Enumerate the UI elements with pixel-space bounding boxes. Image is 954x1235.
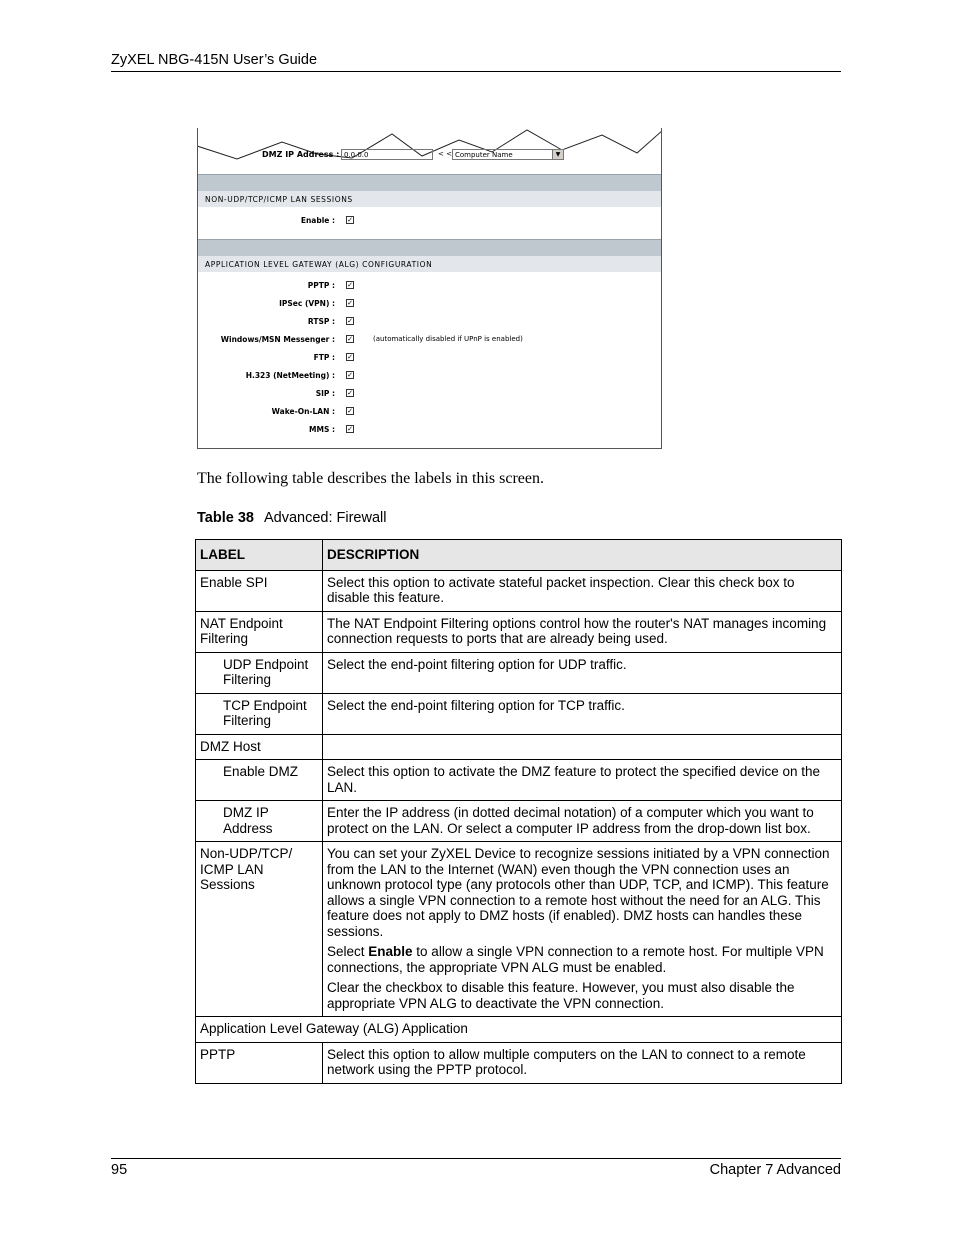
table-row [196, 693, 842, 734]
setting-label: MMS : [309, 425, 335, 434]
desc-text: Select [327, 944, 369, 959]
table-row [196, 611, 842, 652]
setting-checkbox[interactable]: ✓ [347, 317, 353, 325]
row-description: Select this option to allow multiple computers on the LAN to connect to a remote network using the PPTP protocol. [323, 1042, 842, 1083]
screenshot-figure [197, 128, 662, 449]
row-description: Select the end-point filtering option for UDP traffic. [323, 652, 842, 693]
row-label: DMZ Host [196, 734, 323, 760]
setting-checkbox[interactable]: ✓ [347, 389, 353, 397]
setting-label: Windows/MSN Messenger : [220, 335, 335, 344]
row-description [323, 842, 842, 1017]
description-paragraph: You can set your ZyXEL Device to recognize sessions initiated by a VPN connection from the LAN to the Internet (WAN) even though the VPN connection uses an unknown protocol type (any protocols other than UDP, TCP, and ICMP). This feature allows a single VPN connection to a remote host without the need for an ALG. This feature does not apply to DMZ hosts (if enabled). DMZ hosts can handles these sessions. [327, 846, 830, 939]
setting-label: H.323 (NetMeeting) : [245, 371, 335, 380]
row-label: UDP Endpoint Filtering [196, 652, 323, 693]
setting-row [198, 388, 661, 400]
section-title: NON-UDP/TCP/ICMP LAN SESSIONS [205, 195, 353, 204]
setting-row [198, 370, 661, 382]
section-title: APPLICATION LEVEL GATEWAY (ALG) CONFIGURATION [205, 260, 433, 269]
header-description: DESCRIPTION [323, 540, 842, 571]
row-label: Enable SPI [196, 570, 323, 611]
computer-name-select-value: Computer Name [455, 151, 513, 159]
row-label: PPTP [196, 1042, 323, 1083]
setting-row [198, 424, 661, 436]
table-row [196, 652, 842, 693]
table-caption [197, 510, 386, 526]
row-label: DMZ IP Address [196, 801, 323, 842]
setting-label: PPTP : [307, 281, 335, 290]
setting-row [198, 334, 661, 346]
table-row [196, 760, 842, 801]
section-header-alg [198, 256, 661, 272]
row-label-span: Application Level Gateway (ALG) Application [196, 1017, 842, 1043]
header-label: LABEL [196, 540, 323, 571]
setting-label: RTSP : [307, 317, 335, 326]
header-rule [111, 71, 841, 72]
row-description: Enter the IP address (in dotted decimal notation) of a computer which you want to protect on the LAN. Or select a computer IP address from the drop-down list box. [323, 801, 842, 842]
table-row [196, 570, 842, 611]
setting-row [198, 215, 661, 227]
setting-checkbox[interactable]: ✓ [347, 425, 353, 433]
setting-row [198, 352, 661, 364]
row-label: TCP Endpoint Filtering [196, 693, 323, 734]
table-row [196, 734, 842, 760]
setting-checkbox[interactable]: ✓ [347, 335, 353, 343]
setting-label: SIP : [315, 389, 335, 398]
description-paragraph: Clear the checkbox to disable this feature. However, you must also disable the appropriate VPN ALG to deactivate the VPN connection. [327, 980, 795, 1011]
setting-checkbox[interactable]: ✓ [347, 407, 353, 415]
table-title: Advanced: Firewall [263, 510, 387, 526]
table-row [196, 842, 842, 1017]
row-description: Select this option to activate the DMZ feature to protect the specified device on the LAN. [323, 760, 842, 801]
table-header-row [196, 540, 842, 571]
table-row [196, 801, 842, 842]
setting-checkbox[interactable]: ✓ [347, 216, 353, 224]
intro-text: The following table describes the labels in this screen. [197, 470, 545, 487]
section-header-lan-sessions [198, 191, 661, 207]
table-row [196, 1042, 842, 1083]
section-band [198, 239, 661, 256]
setting-row [198, 316, 661, 328]
page-number: 95 [111, 1162, 128, 1178]
chapter-title: Chapter 7 Advanced [709, 1162, 841, 1178]
desc-text: to allow a single VPN connection to a remote host. For multiple VPN connections, the appropriate VPN ALG must be enabled. [327, 944, 824, 975]
setting-label: Wake-On-LAN : [271, 407, 335, 416]
dmz-ip-input[interactable]: 0.0.0.0 [341, 149, 433, 160]
row-description: Select this option to activate stateful packet inspection. Clear this check box to disable this feature. [323, 570, 842, 611]
setting-row [198, 298, 661, 310]
computer-name-select[interactable] [452, 149, 564, 160]
setting-note: (automatically disabled if UPnP is enabled) [373, 335, 523, 343]
row-description [323, 734, 842, 760]
setting-label: IPSec (VPN) : [279, 299, 335, 308]
desc-bold: Enable [368, 944, 413, 959]
setting-checkbox[interactable]: ✓ [347, 371, 353, 379]
row-description: Select the end-point filtering option for TCP traffic. [323, 693, 842, 734]
row-label: Non-UDP/TCP/ ICMP LAN Sessions [196, 842, 323, 1017]
dmz-copy-arrow[interactable]: < < [438, 150, 452, 158]
setting-checkbox[interactable]: ✓ [347, 299, 353, 307]
table-number: Table 38 [197, 510, 254, 526]
setting-checkbox[interactable]: ✓ [347, 353, 353, 361]
setting-label: FTP : [313, 353, 335, 362]
running-header-title: ZyXEL NBG-415N User’s Guide [111, 52, 318, 68]
table-row [196, 1017, 842, 1043]
row-description: The NAT Endpoint Filtering options control how the router's NAT manages incoming connection requests to ports that are already being used. [323, 611, 842, 652]
row-label: NAT Endpoint Filtering [196, 611, 323, 652]
footer-rule [111, 1158, 841, 1159]
setting-checkbox[interactable]: ✓ [347, 281, 353, 289]
description-paragraph [327, 944, 837, 975]
description-table [195, 539, 842, 1084]
dmz-ip-label: DMZ IP Address : [262, 150, 340, 159]
dmz-ip-row [198, 149, 661, 163]
chevron-down-icon[interactable]: ▼ [552, 150, 563, 159]
setting-label: Enable : [300, 216, 335, 225]
setting-row [198, 406, 661, 418]
row-label: Enable DMZ [196, 760, 323, 801]
setting-row [198, 280, 661, 292]
section-band [198, 174, 661, 191]
